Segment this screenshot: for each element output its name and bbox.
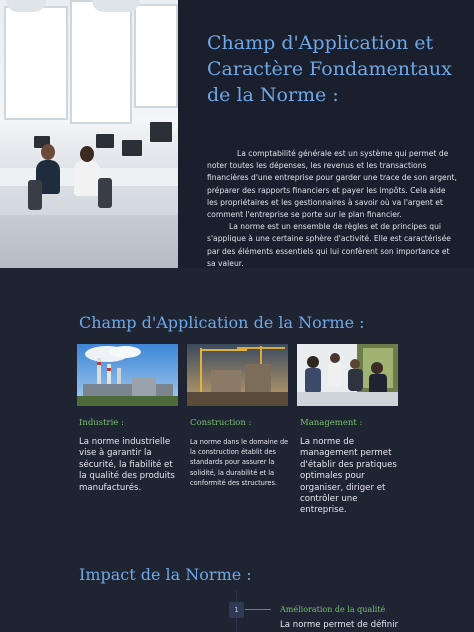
card-label-industrie: Industrie : xyxy=(79,418,124,428)
impact-item-text: La norme permet de définir xyxy=(280,620,399,630)
timeline-connector xyxy=(245,609,271,610)
industrial-plant-image xyxy=(77,344,178,406)
card-text-construction: La norme dans le domaine de la construction établit des standards pour assurer la solidité, la durabilité et la conformité des structures. xyxy=(190,438,289,487)
business-meeting-image xyxy=(297,344,398,406)
construction-site-image xyxy=(187,344,288,406)
timeline-step-marker: 1 xyxy=(229,602,244,618)
card-text-management: La norme de management permet d'établir des pratiques optimales pour organiser, diriger et contrôler une entreprise. xyxy=(300,437,397,516)
hero-title: Champ d'Application et Caractère Fondamentaux de la Norme : xyxy=(207,32,452,106)
card-label-management: Management : xyxy=(300,418,363,428)
card-text-industrie: La norme industrielle vise à garantir la sécurité, la fiabilité et la qualité des produits manufacturés. xyxy=(79,437,175,493)
hero-section xyxy=(0,0,474,268)
impact-title: Impact de la Norme : xyxy=(79,565,252,584)
hero-description xyxy=(207,148,457,270)
scope-title: Champ d'Application de la Norme : xyxy=(79,313,365,332)
hero-paragraph-1: La comptabilité générale est un système qui permet de noter toutes les dépenses, les revenus et les transactions financières d'une entreprise pour garder une trace de son argent, préparer des rapports financiers et payer les impôts. Cela aide les propriétaires et les gestionnaires à savoir où va l'argent et comment l'entreprise se porte sur le plan financier. xyxy=(207,149,457,220)
card-label-construction: Construction : xyxy=(190,418,252,428)
office-photo xyxy=(0,0,178,268)
hero-paragraph-2: La norme est un ensemble de règles et de principes qui s'applique à une certaine sphère d'activité. Elle est caractérisée par des éléments essentiels qui lui confèrent son importance et sa valeur. xyxy=(207,222,451,268)
impact-item-label: Amélioration de la qualité xyxy=(280,605,386,614)
